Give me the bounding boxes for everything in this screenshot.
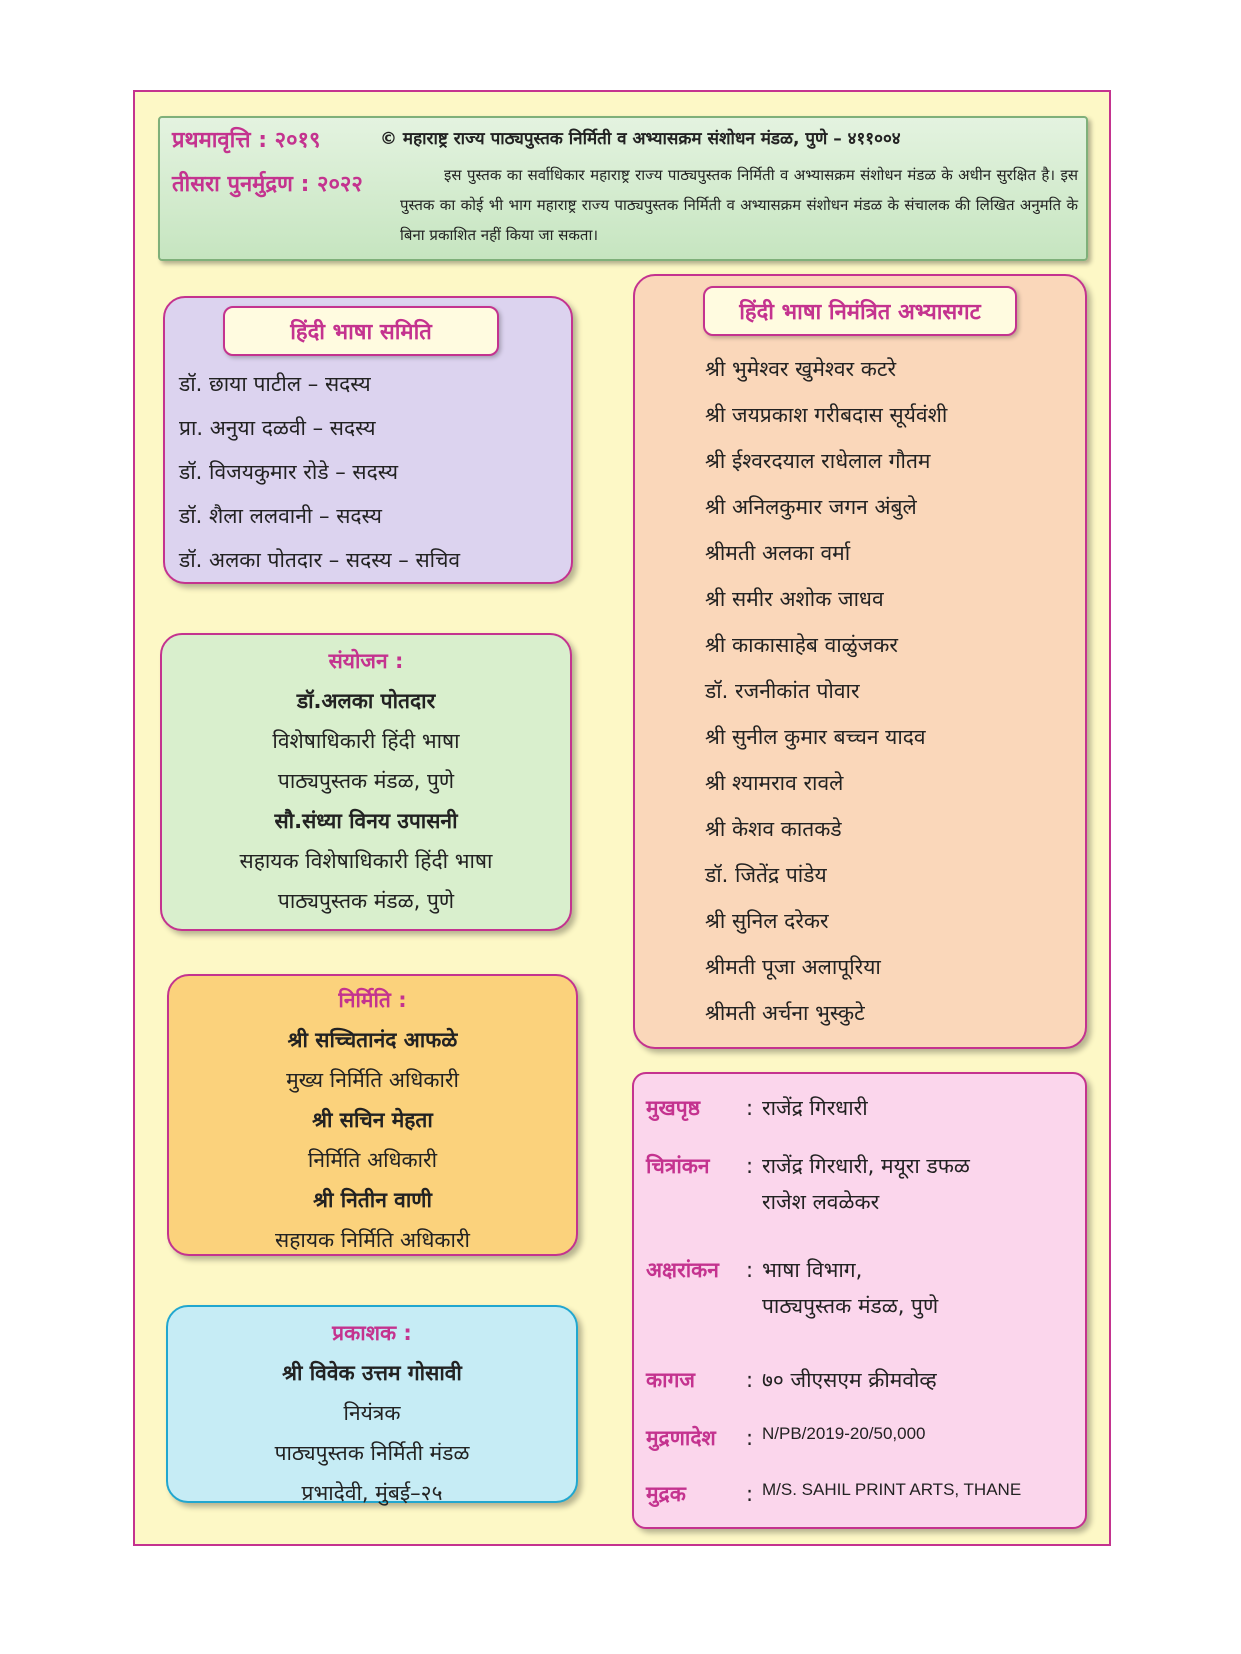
credit-label: अक्षरांकन xyxy=(646,1258,719,1282)
list-item: श्री नितीन वाणी xyxy=(313,1188,432,1212)
credit-value: M/S. SAHIL PRINT ARTS, THANE xyxy=(762,1480,1022,1499)
credit-printer xyxy=(646,1480,1021,1508)
credit-value: भाषा विभाग, xyxy=(762,1258,863,1282)
list-item: श्री सच्चितानंद आफळे xyxy=(287,1028,458,1052)
credit-colon: : xyxy=(746,1258,754,1282)
credit-colon: : xyxy=(746,1482,754,1506)
list-item: डॉ. जितेंद्र पांडेय xyxy=(705,863,827,887)
study-group-members xyxy=(705,346,947,1036)
credit-value: राजेंद्र गिरधारी, मयूरा डफळ xyxy=(762,1154,970,1178)
list-item: श्री सुनील कुमार बच्चन यादव xyxy=(705,725,926,749)
list-item: निर्मिति अधिकारी xyxy=(307,1148,438,1172)
list-item: डॉ. रजनीकांत पोवार xyxy=(705,679,860,703)
list-item: श्री केशव कातकडे xyxy=(705,817,842,841)
credit-label: मुखपृष्ठ xyxy=(646,1096,701,1120)
first-edition: प्रथमावृत्ति : २०१९ xyxy=(172,128,321,153)
production-title: निर्मिति : xyxy=(338,988,407,1012)
list-item: डॉ. शैला ललवानी – सदस्य xyxy=(179,504,382,528)
list-item: प्रा. अनुया दळवी – सदस्य xyxy=(179,416,376,440)
list-item: श्री भुमेश्वर खुमेश्वर कटरे xyxy=(705,357,897,381)
credit-print-order xyxy=(646,1424,926,1452)
list-item: श्री विवेक उत्तम गोसावी xyxy=(282,1361,462,1385)
list-item: श्री अनिलकुमार जगन अंबुले xyxy=(705,495,917,519)
list-item: सहायक विशेषाधिकारी हिंदी भाषा xyxy=(239,849,493,873)
credit-value: राजेश लवळेकर xyxy=(762,1190,880,1214)
credit-label: कागज xyxy=(646,1368,695,1392)
list-item: श्रीमती अलका वर्मा xyxy=(705,541,851,565)
list-item: श्री सुनिल दरेकर xyxy=(705,909,829,933)
list-item: डॉ. अलका पोतदार – सदस्य – सचिव xyxy=(179,548,461,572)
list-item: मुख्य निर्मिति अधिकारी xyxy=(286,1068,459,1092)
list-item: डॉ. छाया पाटील – सदस्य xyxy=(179,372,371,396)
list-item: श्रीमती अर्चना भुस्कुटे xyxy=(705,1001,865,1025)
list-item: श्रीमती पूजा अलापूरिया xyxy=(705,955,881,979)
study-group-box xyxy=(633,274,1087,1049)
credit-colon: : xyxy=(746,1426,754,1450)
list-item: डॉ.अलका पोतदार xyxy=(296,689,436,713)
credit-paper xyxy=(646,1366,937,1394)
credits-box xyxy=(632,1072,1087,1529)
list-item: नियंत्रक xyxy=(343,1401,401,1425)
production-list xyxy=(169,980,576,1260)
credit-typesetting xyxy=(646,1256,938,1328)
coordination-title: संयोजन : xyxy=(328,649,404,673)
list-item: श्री काकासाहेब वाळुंजकर xyxy=(705,633,898,657)
committee-members xyxy=(179,362,460,582)
copyright-text: इस पुस्तक का सर्वाधिकार महाराष्ट्र राज्य पाठ्यपुस्तक निर्मिती व अभ्यासक्रम संशोधन मंडळ के अधीन सुरक्षित है। इस पुस्तक का कोई भी भाग महाराष्ट्र राज्य पाठ्यपुस्तक निर्मिती व अभ्यासक्रम संशोधन मंडळ के संचालक की लिखित अनुमति के बिना प्रकाशित नहीं किया जा सकता। xyxy=(400,166,1078,244)
coordination-list xyxy=(162,641,570,921)
committee-title: हिंदी भाषा समिति xyxy=(223,306,499,356)
list-item: श्री जयप्रकाश गरीबदास सूर्यवंशी xyxy=(705,403,948,427)
list-item: श्री समीर अशोक जाधव xyxy=(705,587,884,611)
reprint-edition: तीसरा पुनर्मुद्रण : २०२२ xyxy=(172,172,363,197)
coordination-box xyxy=(160,633,572,931)
publisher-list xyxy=(168,1313,576,1513)
credit-illustration xyxy=(646,1152,970,1224)
list-item: श्री ईश्वरदयाल राधेलाल गौतम xyxy=(705,449,931,473)
publisher-title: प्रकाशक : xyxy=(332,1321,412,1345)
credit-cover xyxy=(646,1094,868,1122)
study-group-title: हिंदी भाषा निमंत्रित अभ्यासगट xyxy=(703,286,1017,336)
production-box xyxy=(167,974,578,1256)
credit-label: चित्रांकन xyxy=(646,1154,710,1178)
credit-label: मुद्रक xyxy=(646,1482,686,1506)
list-item: विशेषाधिकारी हिंदी भाषा xyxy=(272,729,460,753)
credit-value: ७० जीएसएम क्रीमवोव्ह xyxy=(762,1368,937,1392)
edition-copyright-box xyxy=(158,116,1088,261)
credit-value: राजेंद्र गिरधारी xyxy=(762,1096,868,1120)
credit-colon: : xyxy=(746,1096,754,1120)
credit-colon: : xyxy=(746,1368,754,1392)
list-item: सहायक निर्मिति अधिकारी xyxy=(275,1228,470,1252)
list-item: पाठ्यपुस्तक मंडळ, पुणे xyxy=(277,769,455,793)
list-item: पाठ्यपुस्तक निर्मिती मंडळ xyxy=(274,1441,470,1465)
list-item: श्री श्यामराव रावले xyxy=(705,771,844,795)
list-item: पाठ्यपुस्तक मंडळ, पुणे xyxy=(277,889,455,913)
list-item: प्रभादेवी, मुंबई–२५ xyxy=(301,1481,443,1505)
credit-label: मुद्रणादेश xyxy=(646,1426,716,1450)
credit-colon: : xyxy=(746,1154,754,1178)
credit-value: पाठ्यपुस्तक मंडळ, पुणे xyxy=(762,1294,939,1318)
credit-value: N/PB/2019-20/50,000 xyxy=(762,1424,926,1443)
list-item: सौ.संध्या विनय उपासनी xyxy=(274,809,458,833)
publisher-box xyxy=(166,1305,578,1503)
list-item: डॉ. विजयकुमार रोडे – सदस्य xyxy=(179,460,399,484)
list-item: श्री सचिन मेहता xyxy=(312,1108,433,1132)
committee-box xyxy=(163,296,573,584)
copyright-line: © महाराष्ट्र राज्य पाठ्यपुस्तक निर्मिती व अभ्यासक्रम संशोधन मंडळ, पुणे – ४११००४ xyxy=(380,129,901,149)
